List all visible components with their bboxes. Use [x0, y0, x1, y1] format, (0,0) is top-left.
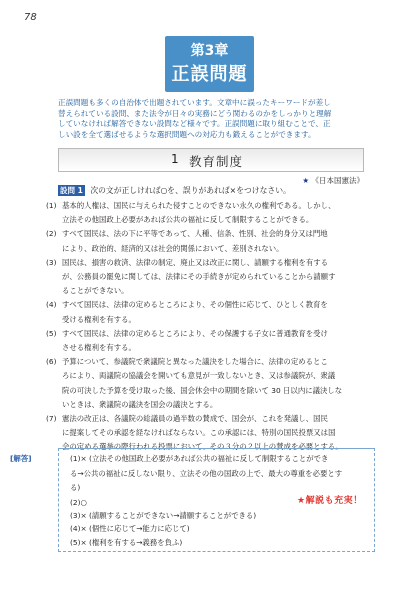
star-icon: ★: [302, 176, 310, 185]
answer-line: る→公共の福祉に反しない限り、立法その他の国政の上で、最大の尊重を必要とす: [70, 468, 343, 478]
source-reference: [302, 175, 364, 186]
item-line: 立法その他国政上必要があれば公共の福祉に反して制限することができる。: [62, 215, 314, 225]
question-badge: 設問 1: [60, 186, 83, 195]
item-line: に提案してその承認を経なければならない。この承認には、特別の国民投票又は国: [62, 428, 336, 438]
question-item: [46, 256, 370, 299]
question-item: [46, 298, 370, 326]
item-line: すべて国民は、法の下に平等であって、人種、信条、性別、社会的身分又は門地: [62, 229, 328, 239]
answer-line: る): [70, 483, 81, 492]
item-line: により、政治的、経済的又は社会的関係において、差別されない。: [62, 243, 284, 253]
answer-1: [70, 452, 370, 496]
intro-line: しい設を全て選ばせるような選択問題への対応力も鍛えることができます。: [58, 129, 316, 139]
item-number: (1): [46, 201, 57, 210]
item-line: させる権利を有する。: [62, 343, 136, 353]
promo-callout: ★解説も充実！: [297, 496, 363, 506]
item-line: 予算について、参議院で衆議院と異なった議決をした場合に、法律の定めるとこ: [62, 357, 328, 367]
answer-line: (2)○: [70, 498, 87, 507]
item-line: ることができない。: [62, 286, 129, 296]
item-number: (6): [46, 357, 57, 367]
item-number: (5): [46, 328, 57, 338]
item-number: (4): [46, 300, 57, 310]
item-line: すべて国民は、法律の定めるところにより、その保護する子女に普通教育を受け: [62, 328, 328, 338]
item-line: すべて国民は、法律の定めるところにより、その個性に応じて、ひとしく教育を: [62, 300, 328, 310]
answer-line: (4)× (個性に応じて→能力に応じて): [70, 524, 190, 534]
chapter-label: 第3章: [190, 43, 229, 59]
answer-list: [70, 496, 256, 549]
question-item: [46, 227, 370, 255]
item-number: (7): [46, 414, 57, 424]
chapter-title: 正誤問題: [171, 64, 248, 85]
answer-line: (1)× (立法その他国政上必要があれば公共の福祉に反して制限することができ: [70, 454, 329, 463]
item-line: 基本的人権は、国民に与えられた侵すことのできない永久の権利である。しかし、: [62, 201, 336, 210]
item-number: (2): [46, 229, 57, 239]
item-line: いときは、衆議院の議決を国会の議決とする。: [62, 399, 218, 409]
item-line: 国民は、損害の救済、法律の制定、廃止又は改正に関し、請願する権利を有する: [62, 257, 329, 267]
item-number: (3): [46, 257, 57, 267]
source-label: 《日本国憲法》: [311, 176, 364, 185]
chapter-intro: [58, 98, 370, 140]
section-heading: [58, 148, 364, 172]
question-item: [46, 199, 370, 227]
item-line: 院の可決した予算を受け取った後、国会休会中の期間を除いて 30 日以内に議決しな: [62, 385, 343, 395]
question-items: [46, 199, 370, 455]
question-text: 次の文が正しければ○を、誤りがあれば×をつけなさい。: [90, 186, 291, 195]
item-line: 受ける権利を有する。: [62, 314, 136, 324]
item-line: が、公務員の罷免に関しては、法律にその手続きが定められていることから請願す: [62, 272, 336, 282]
answer-line: (3)× (請願することができない→請願することができる): [70, 511, 257, 521]
intro-line: 替えられている設問、また法令が日々の実務にどう関わるのかをしっかりと理解: [58, 108, 332, 118]
chapter-header: [165, 36, 254, 92]
section-number: 1: [171, 152, 179, 166]
item-line: 憲法の改正は、各議院の総議員の過半数の賛成で、国会が、これを発議し、国民: [62, 414, 328, 424]
page-number: 78: [24, 12, 37, 23]
answer-line: (5)× (権利を有する→義務を負ふ): [70, 537, 183, 547]
question-item: [46, 327, 370, 355]
item-line: 会の定める選挙の際行われる投票において、その３分の２以上の賛成を必要とする。: [62, 442, 343, 452]
intro-line: していなければ解答できない設問など様々です。正誤問題に取り組むことで、正: [58, 119, 331, 128]
item-line: ろにより、両議院の協議会を開いても意見が一致しないとき、又は参議院が、衆議: [62, 371, 336, 381]
section-title: 教育制度: [189, 154, 244, 169]
question-item: [46, 355, 370, 412]
intro-line: 正誤問題も多くの自治体で出題されています。文章中に誤ったキーワードが差し: [58, 98, 331, 107]
question-prompt: [58, 185, 291, 196]
answer-heading: [解答]: [10, 454, 32, 463]
